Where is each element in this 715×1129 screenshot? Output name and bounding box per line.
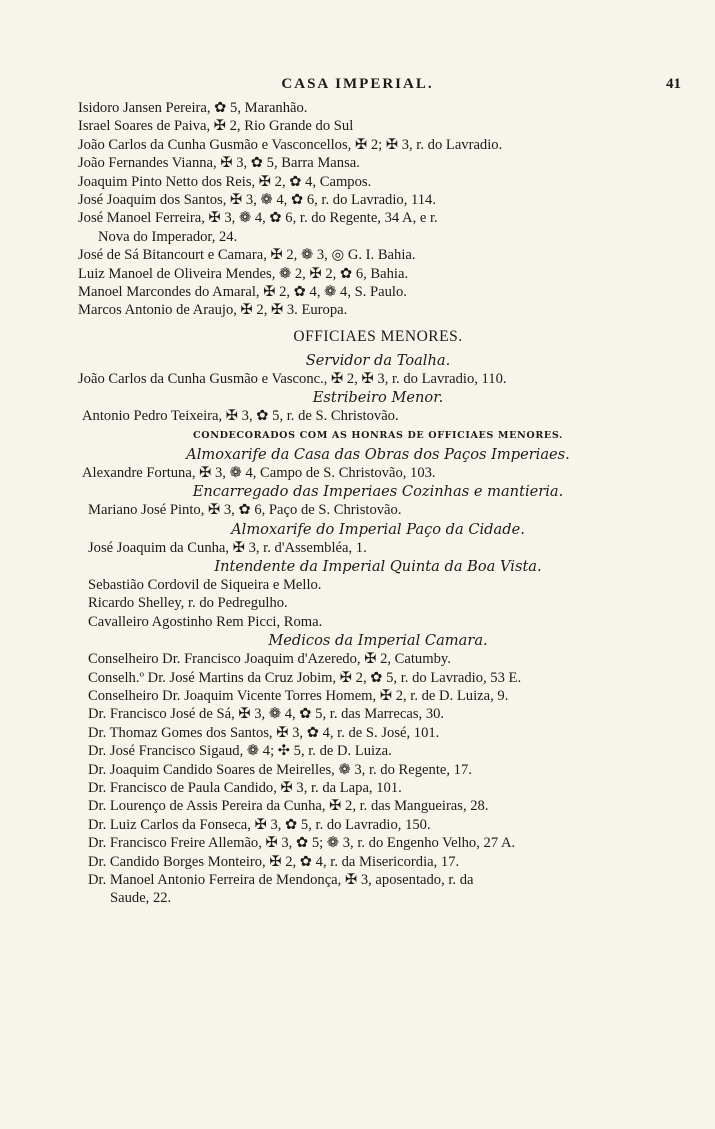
entry-line: Alexandre Fortuna, ✠ 3, ❁ 4, Campo de S. Christovão, 103. bbox=[82, 464, 436, 481]
entry-line: Dr. Joaquim Candido Soares de Meirelles, ❁ 3, r. do Regente, 17. bbox=[88, 761, 472, 778]
entry-line: José de Sá Bitancourt e Camara, ✠ 2, ❁ 3, ◎ G. I. Bahia. bbox=[78, 247, 416, 264]
page-body bbox=[78, 99, 678, 908]
entry-line: José Manoel Ferreira, ✠ 3, ❁ 4, ✿ 6, r. do Regente, 34 A, e r. bbox=[78, 210, 438, 227]
entry-line: Dr. Thomaz Gomes dos Santos, ✠ 3, ✿ 4, r. de S. José, 101. bbox=[88, 724, 440, 741]
entry-line: Dr. José Francisco Sigaud, ❁ 4; ✣ 5, r. de D. Luiza. bbox=[88, 743, 392, 760]
entry-line: Marcos Antonio de Araujo, ✠ 2, ✠ 3. Europa. bbox=[78, 302, 348, 319]
entry-line: Dr. Francisco Freire Allemão, ✠ 3, ✿ 5; ❁ 3, r. do Engenho Velho, 27 A. bbox=[88, 835, 516, 852]
condecorados-heading: CONDECORADOS COM AS HONRAS DE OFFICIAES MENORES. bbox=[193, 429, 563, 441]
section-heading: OFFICIAES MENORES. bbox=[293, 327, 463, 345]
entry-line: Antonio Pedro Teixeira, ✠ 3, ✿ 5, r. de S. Christovão. bbox=[82, 408, 399, 425]
entry-line: José Joaquim da Cunha, ✠ 3, r. d'Assembléa, 1. bbox=[88, 539, 367, 556]
entry-line: Dr. Candido Borges Monteiro, ✠ 2, ✿ 4, r. da Misericordia, 17. bbox=[88, 853, 460, 870]
entry-line: João Carlos da Cunha Gusmão e Vasconcellos, ✠ 2; ✠ 3, r. do Lavradio. bbox=[78, 136, 503, 153]
entry-line: Luiz Manoel de Oliveira Mendes, ❁ 2, ✠ 2, ✿ 6, Bahia. bbox=[78, 265, 409, 282]
entry-line: Israel Soares de Paiva, ✠ 2, Rio Grande do Sul bbox=[78, 118, 354, 135]
entry-continuation: Saude, 22. bbox=[110, 890, 172, 907]
subsection-title: Estribeiro Menor. bbox=[312, 389, 444, 407]
entry-line: João Fernandes Vianna, ✠ 3, ✿ 5, Barra Mansa. bbox=[78, 155, 360, 172]
entry-line: Manoel Marcondes do Amaral, ✠ 2, ✿ 4, ❁ 4, S. Paulo. bbox=[78, 284, 407, 301]
entry-line: Isidoro Jansen Pereira, ✿ 5, Maranhão. bbox=[78, 100, 308, 116]
entry-line: Ricardo Shelley, r. do Pedregulho. bbox=[88, 595, 288, 612]
entry-line: Dr. Luiz Carlos da Fonseca, ✠ 3, ✿ 5, r. do Lavradio, 150. bbox=[88, 816, 431, 833]
entry-line: Cavalleiro Agostinho Rem Picci, Roma. bbox=[88, 613, 323, 630]
entry-line: Sebastião Cordovil de Siqueira e Mello. bbox=[88, 576, 322, 593]
subsection-title: Servidor da Toalha. bbox=[305, 351, 451, 369]
subsection-title: Intendente da Imperial Quinta da Boa Vista. bbox=[214, 557, 542, 575]
subsection-title: Almoxarife do Imperial Paço da Cidade. bbox=[231, 520, 525, 538]
entry-line: Dr. Manoel Antonio Ferreira de Mendonça, ✠ 3, aposentado, r. da bbox=[88, 872, 474, 888]
subsection-title: Medicos da Imperial Camara. bbox=[268, 632, 488, 650]
entry-line: Dr. Francisco de Paula Candido, ✠ 3, r. da Lapa, 101. bbox=[88, 779, 402, 796]
page-number: 41 bbox=[666, 76, 681, 92]
entry-line: Dr. Francisco José de Sá, ✠ 3, ❁ 4, ✿ 5, r. das Marrecas, 30. bbox=[88, 706, 445, 723]
entry-line: José Joaquim dos Santos, ✠ 3, ❁ 4, ✿ 6, r. do Lavradio, 114. bbox=[78, 192, 436, 209]
entry-line: Dr. Lourenço de Assis Pereira da Cunha, ✠ 2, r. das Mangueiras, 28. bbox=[88, 798, 489, 815]
entry-line: João Carlos da Cunha Gusmão e Vasconc., ✠ 2, ✠ 3, r. do Lavradio, 110. bbox=[78, 370, 507, 387]
medicos-list bbox=[78, 650, 678, 908]
entry-line: Joaquim Pinto Netto dos Reis, ✠ 2, ✿ 4, Campos. bbox=[78, 173, 372, 190]
entry-line: Conselheiro Dr. Joaquim Vicente Torres Homem, ✠ 2, r. de D. Luiza, 9. bbox=[88, 687, 509, 704]
entry-line: Conselh.º Dr. José Martins da Cruz Jobim, ✠ 2, ✿ 5, r. do Lavradio, 53 E. bbox=[88, 669, 522, 686]
subsection-title: Almoxarife da Casa das Obras dos Paços Imperiaes. bbox=[186, 445, 570, 463]
running-title: CASA IMPERIAL. bbox=[281, 76, 434, 92]
subsection-title: Encarregado das Imperiaes Cozinhas e mantieria. bbox=[192, 483, 564, 501]
running-header bbox=[0, 76, 715, 98]
entry-line: Conselheiro Dr. Francisco Joaquim d'Azeredo, ✠ 2, Catumby. bbox=[88, 651, 451, 668]
entry-continuation: Nova do Imperador, 24. bbox=[98, 228, 238, 245]
entry-line: Mariano José Pinto, ✠ 3, ✿ 6, Paço de S. Christovão. bbox=[88, 502, 402, 519]
entries-list bbox=[78, 99, 678, 320]
